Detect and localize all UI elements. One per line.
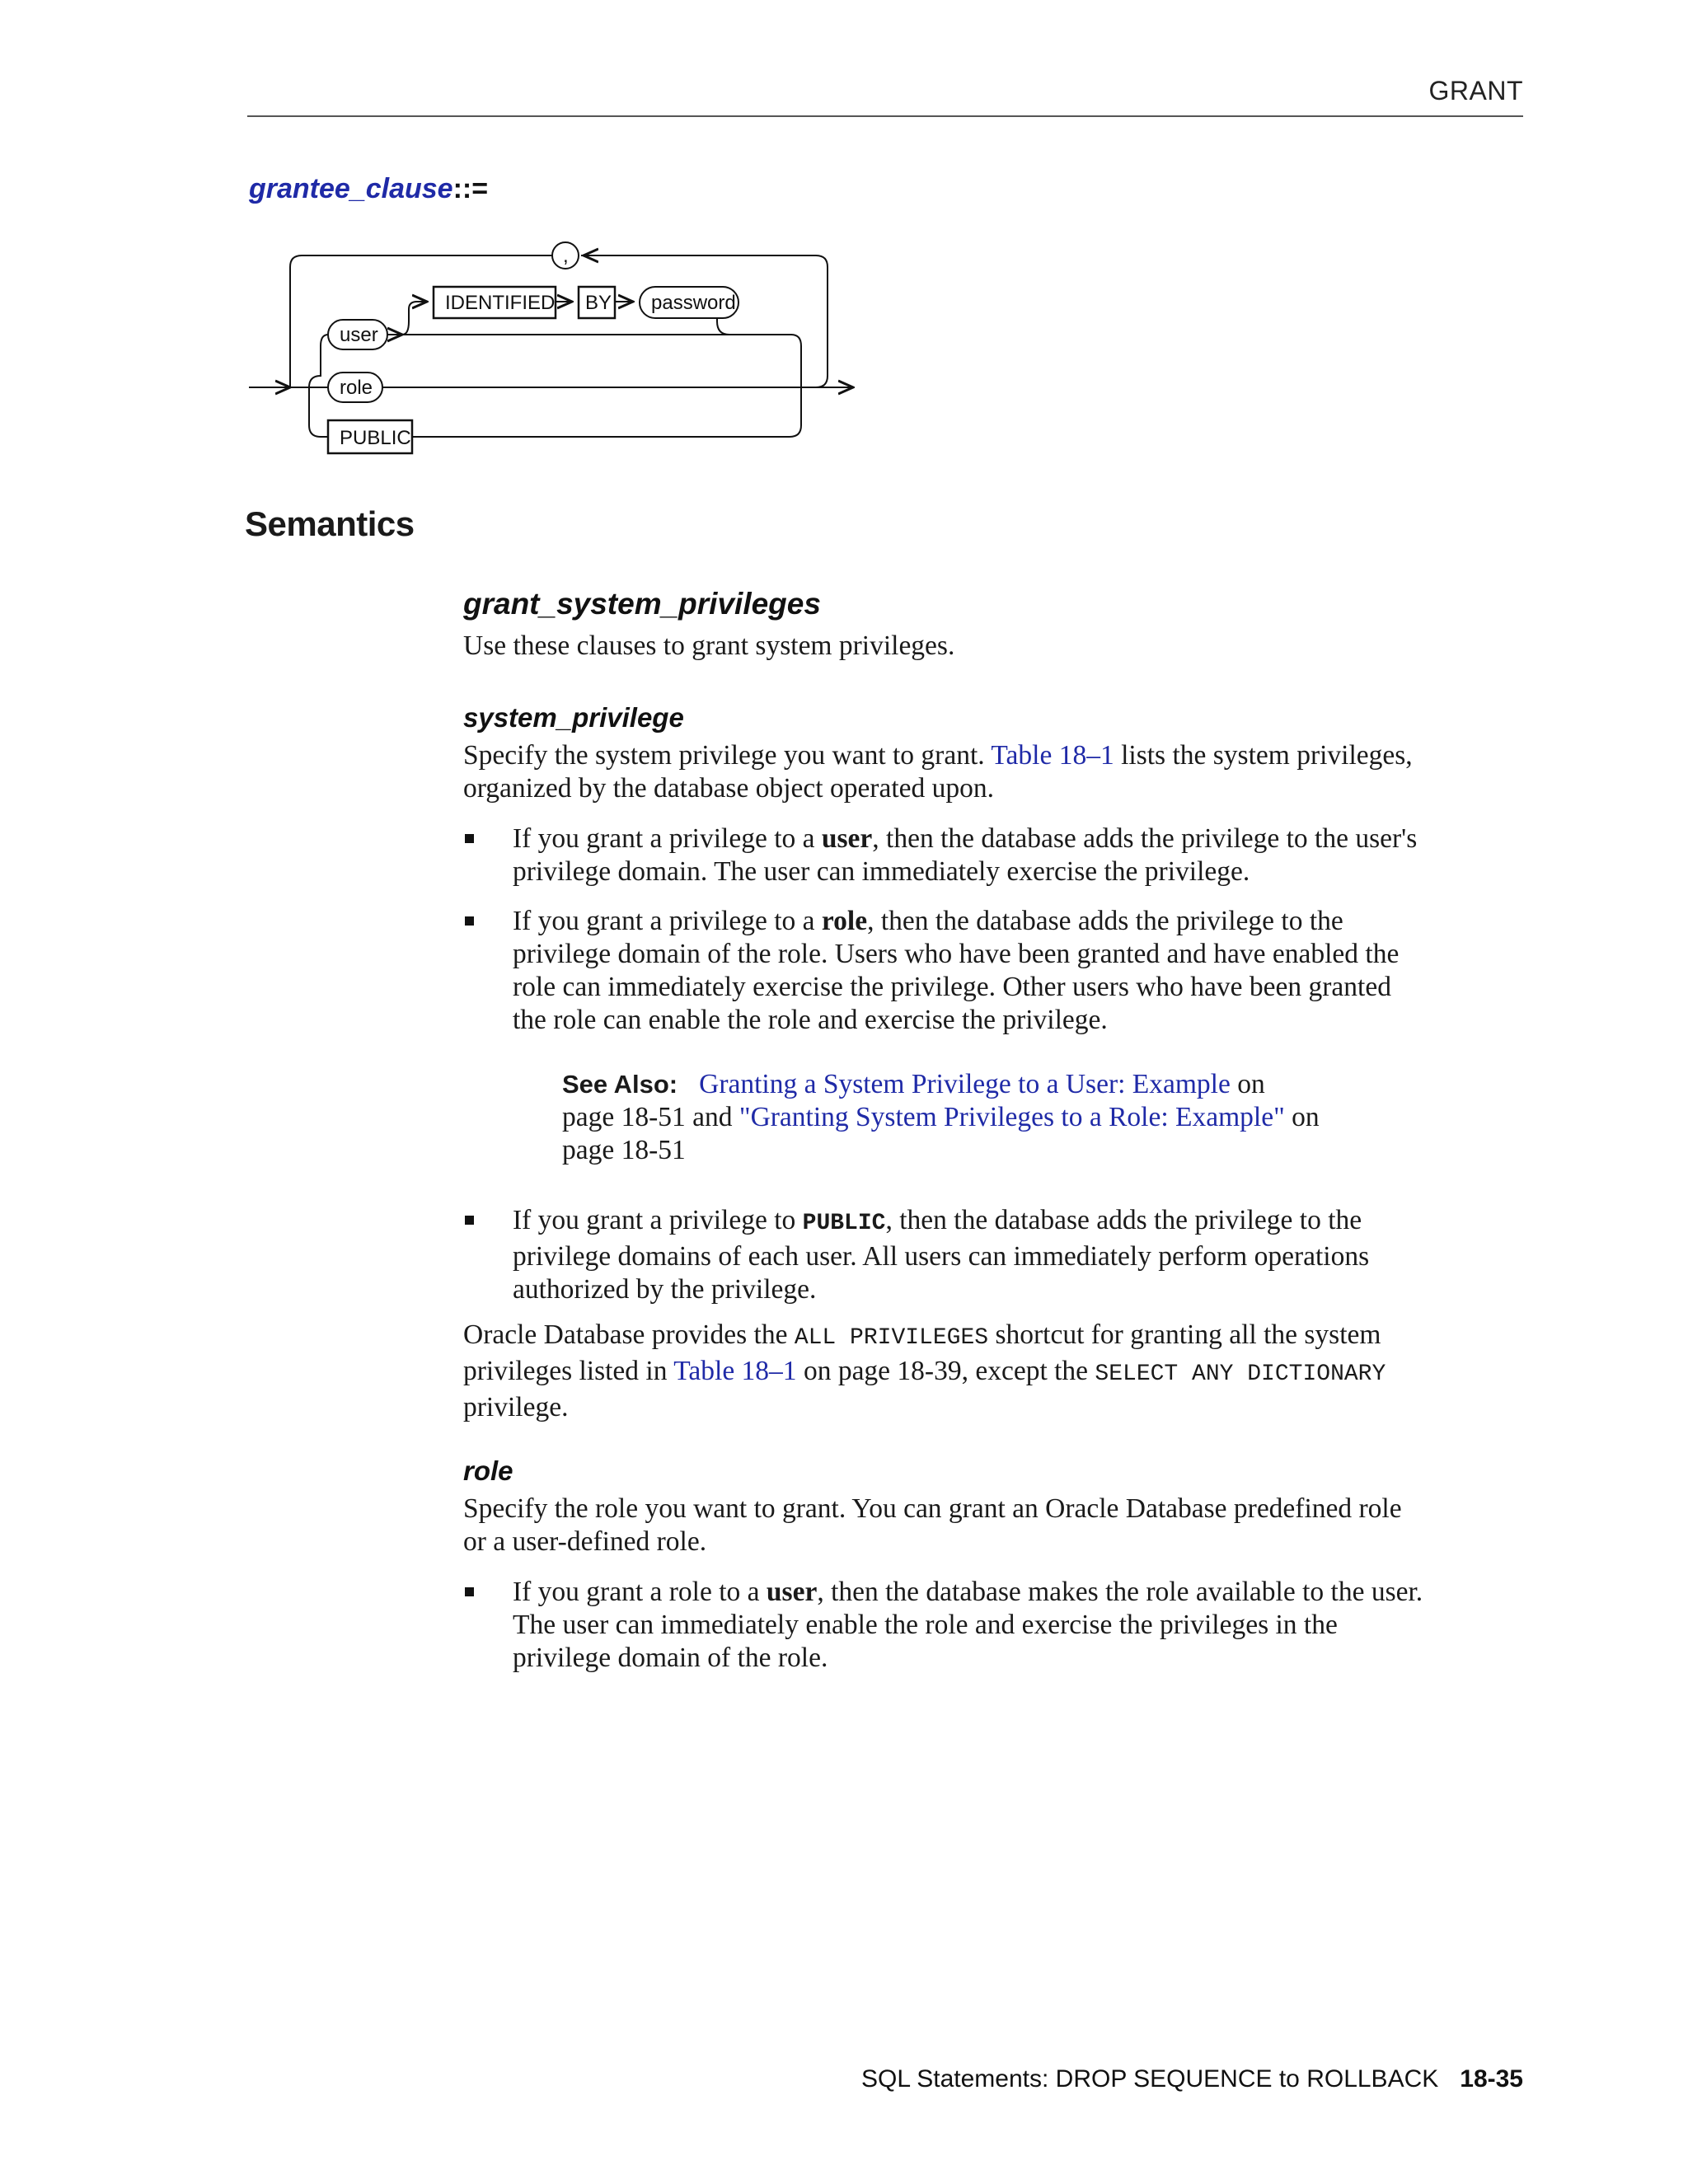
role-paragraph: [463, 1493, 1526, 1558]
see-also-text: page 18-51 and: [562, 1102, 739, 1132]
page-number: 18-35: [1460, 2065, 1523, 2093]
see-also-text: page 18-51: [562, 1135, 686, 1165]
role-heading: role: [463, 1455, 513, 1486]
role-text: Specify the role you want to grant. You can grant an Oracle Database predefined role: [463, 1493, 1402, 1524]
bullet-text-post: , then the database adds the privilege to the: [867, 906, 1343, 936]
oracle-text: shortcut for granting all the system: [988, 1319, 1381, 1350]
syntax-diagram: [239, 231, 865, 462]
clause-heading: [249, 173, 488, 205]
sp-para-line2: organized by the database object operated upon.: [463, 773, 995, 804]
bullet-text-line: the role can enable the role and exercise the privilege.: [513, 1005, 1108, 1035]
oracle-text: privileges listed in: [463, 1356, 674, 1386]
sp-para-post: lists the system privileges,: [1114, 740, 1413, 771]
list-item: [463, 905, 1526, 1037]
comma-label: ,: [563, 245, 569, 267]
user-nonterminal: user: [340, 324, 378, 346]
bullet-text-line: privilege domain of the role.: [513, 1643, 828, 1673]
list-item: [463, 1576, 1526, 1675]
by-keyword: BY: [585, 292, 612, 314]
list-item: [463, 1204, 1526, 1306]
bullet-bold-code: PUBLIC: [802, 1211, 886, 1236]
oracle-text: privilege.: [463, 1392, 569, 1422]
bullet-text-pre: If you grant a privilege to: [513, 1205, 803, 1235]
system-privilege-heading: system_privilege: [463, 702, 684, 733]
bullet-text-pre: If you grant a privilege to a: [513, 823, 822, 854]
bullet-text-post: , then the database adds the privilege to the: [885, 1205, 1362, 1235]
bullet-text-post: , then the database makes the role available to the user.: [817, 1577, 1423, 1607]
bullet-text-line: authorized by the privilege.: [513, 1274, 817, 1305]
list-item: [463, 823, 1526, 888]
clause-operator: ::=: [452, 173, 489, 204]
see-also-link-role-example[interactable]: "Granting System Privileges to a Role: Example": [738, 1102, 1285, 1132]
system-privilege-paragraph: [463, 739, 1526, 805]
footer-title: SQL Statements: DROP SEQUENCE to ROLLBACK: [861, 2065, 1439, 2093]
see-also-text: on: [1230, 1069, 1265, 1099]
oracle-text: Oracle Database provides the: [463, 1319, 795, 1350]
bullet-bold-term: role: [821, 906, 868, 936]
bullet-marker: [465, 916, 474, 926]
header-title: GRANT: [1428, 76, 1523, 105]
code-select-any-dictionary: SELECT ANY DICTIONARY: [1095, 1361, 1386, 1387]
bullet-marker: [465, 1587, 474, 1596]
identified-keyword: IDENTIFIED: [445, 292, 556, 314]
public-keyword: PUBLIC: [340, 427, 411, 449]
table-18-1-link[interactable]: Table 18–1: [673, 1356, 797, 1386]
bullet-text-line: privilege domain. The user can immediately exercise the privilege.: [513, 856, 1250, 887]
bullet-text-line: privilege domain of the role. Users who have been granted and have enabled the: [513, 939, 1400, 969]
bullet-text-pre: If you grant a role to a: [513, 1577, 767, 1607]
role-nonterminal: role: [340, 377, 373, 399]
password-nonterminal: password: [651, 292, 736, 314]
bullet-bold-term: user: [766, 1577, 818, 1607]
clause-name-link[interactable]: grantee_clause: [249, 173, 453, 204]
bullet-text-line: The user can immediately enable the role and exercise the privileges in the: [513, 1610, 1338, 1640]
see-also-text: on: [1284, 1102, 1320, 1132]
oracle-paragraph: [463, 1319, 1526, 1424]
role-text: or a user-defined role.: [463, 1526, 707, 1557]
bullet-text-pre: If you grant a privilege to a: [513, 906, 822, 936]
bullet-marker: [465, 834, 474, 843]
see-also-link-user-example[interactable]: Granting a System Privilege to a User: Example: [699, 1069, 1231, 1099]
code-all-privileges: ALL PRIVILEGES: [794, 1325, 989, 1351]
oracle-text: on page 18-39, except the: [796, 1356, 1095, 1386]
semantics-heading: Semantics: [245, 504, 415, 543]
see-also-note: [562, 1068, 1469, 1167]
bullet-bold-term: user: [821, 823, 873, 854]
bullet-text-post: , then the database adds the privilege to the user's: [872, 823, 1418, 854]
see-also-label: See Also:: [562, 1070, 678, 1099]
bullet-text-line: privilege domains of each user. All users can immediately perform operations: [513, 1241, 1370, 1272]
page-footer: [861, 2065, 1523, 2093]
gsp-intro: Use these clauses to grant system privileges.: [463, 630, 955, 661]
gsp-heading: grant_system_privileges: [463, 587, 821, 621]
page-header: [247, 74, 1523, 117]
bullet-text-line: role can immediately exercise the privilege. Other users who have been granted: [513, 972, 1391, 1002]
sp-para-pre: Specify the system privilege you want to grant.: [463, 740, 992, 771]
table-18-1-link[interactable]: Table 18–1: [991, 740, 1114, 771]
bullet-marker: [465, 1216, 474, 1225]
